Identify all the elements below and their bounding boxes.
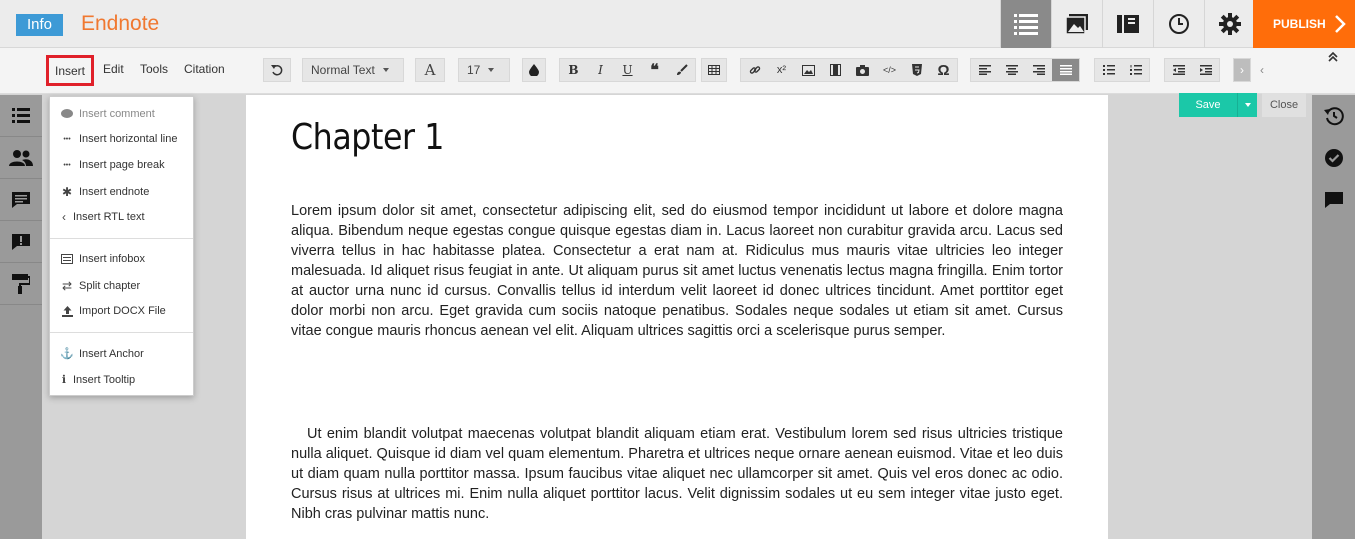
collapse-toolbar-button[interactable] <box>1321 46 1345 68</box>
superscript-button[interactable]: x² <box>776 64 787 76</box>
info-icon: ℹ <box>61 374 67 386</box>
chat-icon[interactable] <box>1312 179 1355 221</box>
paint-roller-icon[interactable] <box>0 263 42 305</box>
asterisk-icon: ✱ <box>61 185 73 199</box>
menu-item-label: Insert infobox <box>79 253 146 265</box>
split-icon: ⇄ <box>61 279 73 293</box>
toolbar-next-button[interactable]: › <box>1233 58 1251 82</box>
menu-item-label: Insert Tooltip <box>73 373 136 386</box>
chevron-right-icon <box>1334 14 1346 34</box>
align-right-icon[interactable] <box>1025 59 1052 81</box>
insert-rtl-text-item[interactable] <box>60 210 145 224</box>
feedback-alert-icon[interactable] <box>0 221 42 263</box>
list-group <box>1094 58 1150 82</box>
menu-item-label: Split chapter <box>79 280 141 292</box>
align-justify-icon[interactable] <box>1052 59 1079 81</box>
comment-icon <box>60 109 74 119</box>
undo-icon <box>271 64 283 76</box>
publish-label: PUBLISH <box>1273 17 1326 31</box>
table-button[interactable] <box>701 58 727 82</box>
insert-infobox-item[interactable] <box>60 253 145 265</box>
font-family-button[interactable]: A <box>415 58 445 82</box>
image-icon[interactable] <box>795 59 822 81</box>
outline-list-icon[interactable] <box>0 95 42 137</box>
underline-button[interactable]: U <box>622 63 633 77</box>
menu-divider <box>50 332 193 333</box>
chevron-down-icon <box>383 68 389 72</box>
menu-citation[interactable]: Citation <box>184 62 225 76</box>
align-center-icon[interactable] <box>998 59 1025 81</box>
font-size-value: 17 <box>467 63 481 77</box>
history-icon[interactable] <box>1312 95 1355 137</box>
insert-group <box>740 58 958 82</box>
anchor-icon: ⚓ <box>60 348 74 360</box>
chevron-left-icon: ‹ <box>62 210 66 224</box>
code-icon[interactable]: </> <box>882 65 896 75</box>
toolbar-prev-button[interactable]: ‹ <box>1253 58 1271 82</box>
gear-icon[interactable] <box>1204 0 1255 48</box>
alignment-group <box>970 58 1080 82</box>
text-color-button[interactable] <box>522 58 546 82</box>
insert-tooltip-item[interactable] <box>60 373 135 386</box>
insert-comment-item[interactable] <box>60 108 155 120</box>
menu-insert[interactable]: Insert <box>46 55 94 86</box>
link-icon[interactable] <box>741 59 768 81</box>
table-icon <box>708 65 720 75</box>
omega-button[interactable]: Ω <box>937 61 950 79</box>
italic-button[interactable]: I <box>598 63 603 77</box>
document-page[interactable] <box>246 95 1108 539</box>
insert-menu-dropdown <box>49 96 194 396</box>
align-left-icon[interactable] <box>971 59 998 81</box>
close-button[interactable]: Close <box>1262 93 1306 117</box>
insert-anchor-item[interactable] <box>60 347 144 360</box>
chapter-title[interactable]: Chapter 1 <box>291 117 444 158</box>
menu-item-label: Insert horizontal line <box>79 133 178 145</box>
paragraph-style-select[interactable] <box>302 58 404 82</box>
menu-item-label: Insert endnote <box>79 186 150 198</box>
top-nav-icons <box>1000 0 1255 48</box>
chevron-down-icon <box>488 68 494 72</box>
dots-icon: ••• <box>63 161 71 169</box>
infobox-icon <box>60 254 74 264</box>
indent-group <box>1164 58 1220 82</box>
clock-icon[interactable] <box>1153 0 1204 48</box>
editor-toolbar <box>0 48 1355 94</box>
menu-divider <box>50 238 193 239</box>
menu-tools[interactable]: Tools <box>140 62 169 76</box>
double-chevron-up-icon <box>1327 51 1339 63</box>
comments-icon[interactable] <box>0 179 42 221</box>
check-circle-icon[interactable] <box>1312 137 1355 179</box>
paragraph-2[interactable]: Ut enim blandit volutpat maecenas volutpat blandit aliquam etiam erat. Vestibulum lorem sed risus ultricies tristique nulla aliquet. Quisque id diam vel quam elementum. Pharetra et ultrices neque ornare aenean euismod. Vitae et leo duis ut diam quam nulla porttitor massa. Ipsum faucibus vitae aliquet nec ullamcorper sit amet. Quis vel eros donec ac odio. Cursus risus at ultrices mi. Enim nulla aliquet porttitor lacus. Velit dignissim sodales ut eu sem integer vitae justo eget. Nibh cras pulvinar mattis nunc. <box>291 426 1063 522</box>
insert-page-break-item[interactable] <box>60 159 165 171</box>
menu-item-label: Import DOCX File <box>79 305 166 317</box>
save-dropdown-toggle[interactable] <box>1237 93 1257 117</box>
import-docx-item[interactable] <box>60 305 166 317</box>
menu-item-label: Insert page break <box>79 159 165 171</box>
brush-icon[interactable] <box>668 59 695 81</box>
menu-item-label: Insert Anchor <box>79 347 144 360</box>
bulleted-list-icon[interactable] <box>1095 59 1122 81</box>
menu-item-label: Insert comment <box>79 108 155 120</box>
publish-button[interactable] <box>1253 0 1355 48</box>
quote-button[interactable]: ❝ <box>650 62 659 79</box>
indent-icon[interactable] <box>1192 59 1219 81</box>
menu-item-label: Insert RTL text <box>73 211 145 223</box>
upload-icon <box>60 306 74 317</box>
insert-endnote-item[interactable] <box>60 185 149 199</box>
dots-icon: ••• <box>63 135 71 143</box>
paragraph-1[interactable]: Lorem ipsum dolor sit amet, consectetur adipiscing elit, sed do eiusmod tempor incididunt ut labore et dolore magna aliqua. Bibendum neque egestas congue quisque egestas diam in. Lacus laoreet non curabitur gravida arcu. Lacus sed viverra tellus in hac habitasse platea. Consectetur a erat nam at. Ridiculus mus mauris vitae ultricies leo integer malesuada. Id aliquet risus feugiat in ante. Ut aliquam purus sit amet luctus venenatis lectus magna fringilla. Enim tortor at auctor urna nunc id cursus. Convallis tellus id interdum velit laoreet id donec ultrices tincidunt. Amet porttitor eget dolor morbi non arcu. Eget gravida cum sociis natoque penatibus. Sodales neque sodales ut etiam sit amet. Cursus vitae congue mauris rhoncus aenean vel elit. Aliquam ultrices sagittis orci a scelerisque purus semper. <box>291 203 1063 339</box>
chevron-down-icon <box>1245 103 1251 107</box>
left-sidebar <box>0 95 42 539</box>
camera-icon[interactable] <box>849 59 876 81</box>
paragraph-style-value: Normal Text <box>311 63 375 77</box>
library-icon[interactable] <box>1102 0 1153 48</box>
format-group <box>559 58 696 82</box>
undo-button[interactable] <box>263 58 291 82</box>
right-sidebar <box>1312 95 1355 539</box>
font-size-select[interactable] <box>458 58 510 82</box>
droplet-icon <box>529 64 539 76</box>
info-badge[interactable]: Info <box>16 14 63 36</box>
split-chapter-item[interactable] <box>60 279 140 293</box>
images-icon[interactable] <box>1051 0 1102 48</box>
film-icon[interactable] <box>822 59 849 81</box>
html5-icon[interactable] <box>903 59 930 81</box>
app-title: Endnote <box>81 12 160 35</box>
chapters-list-icon[interactable] <box>1000 0 1051 48</box>
save-label: Save <box>1195 99 1221 111</box>
top-bar <box>0 0 1355 48</box>
save-button[interactable] <box>1179 93 1257 117</box>
bold-button[interactable]: B <box>568 63 579 77</box>
collaborators-icon[interactable] <box>0 137 42 179</box>
outdent-icon[interactable] <box>1165 59 1192 81</box>
numbered-list-icon[interactable] <box>1122 59 1149 81</box>
insert-horizontal-line-item[interactable] <box>60 133 177 145</box>
menu-edit[interactable]: Edit <box>103 62 124 76</box>
